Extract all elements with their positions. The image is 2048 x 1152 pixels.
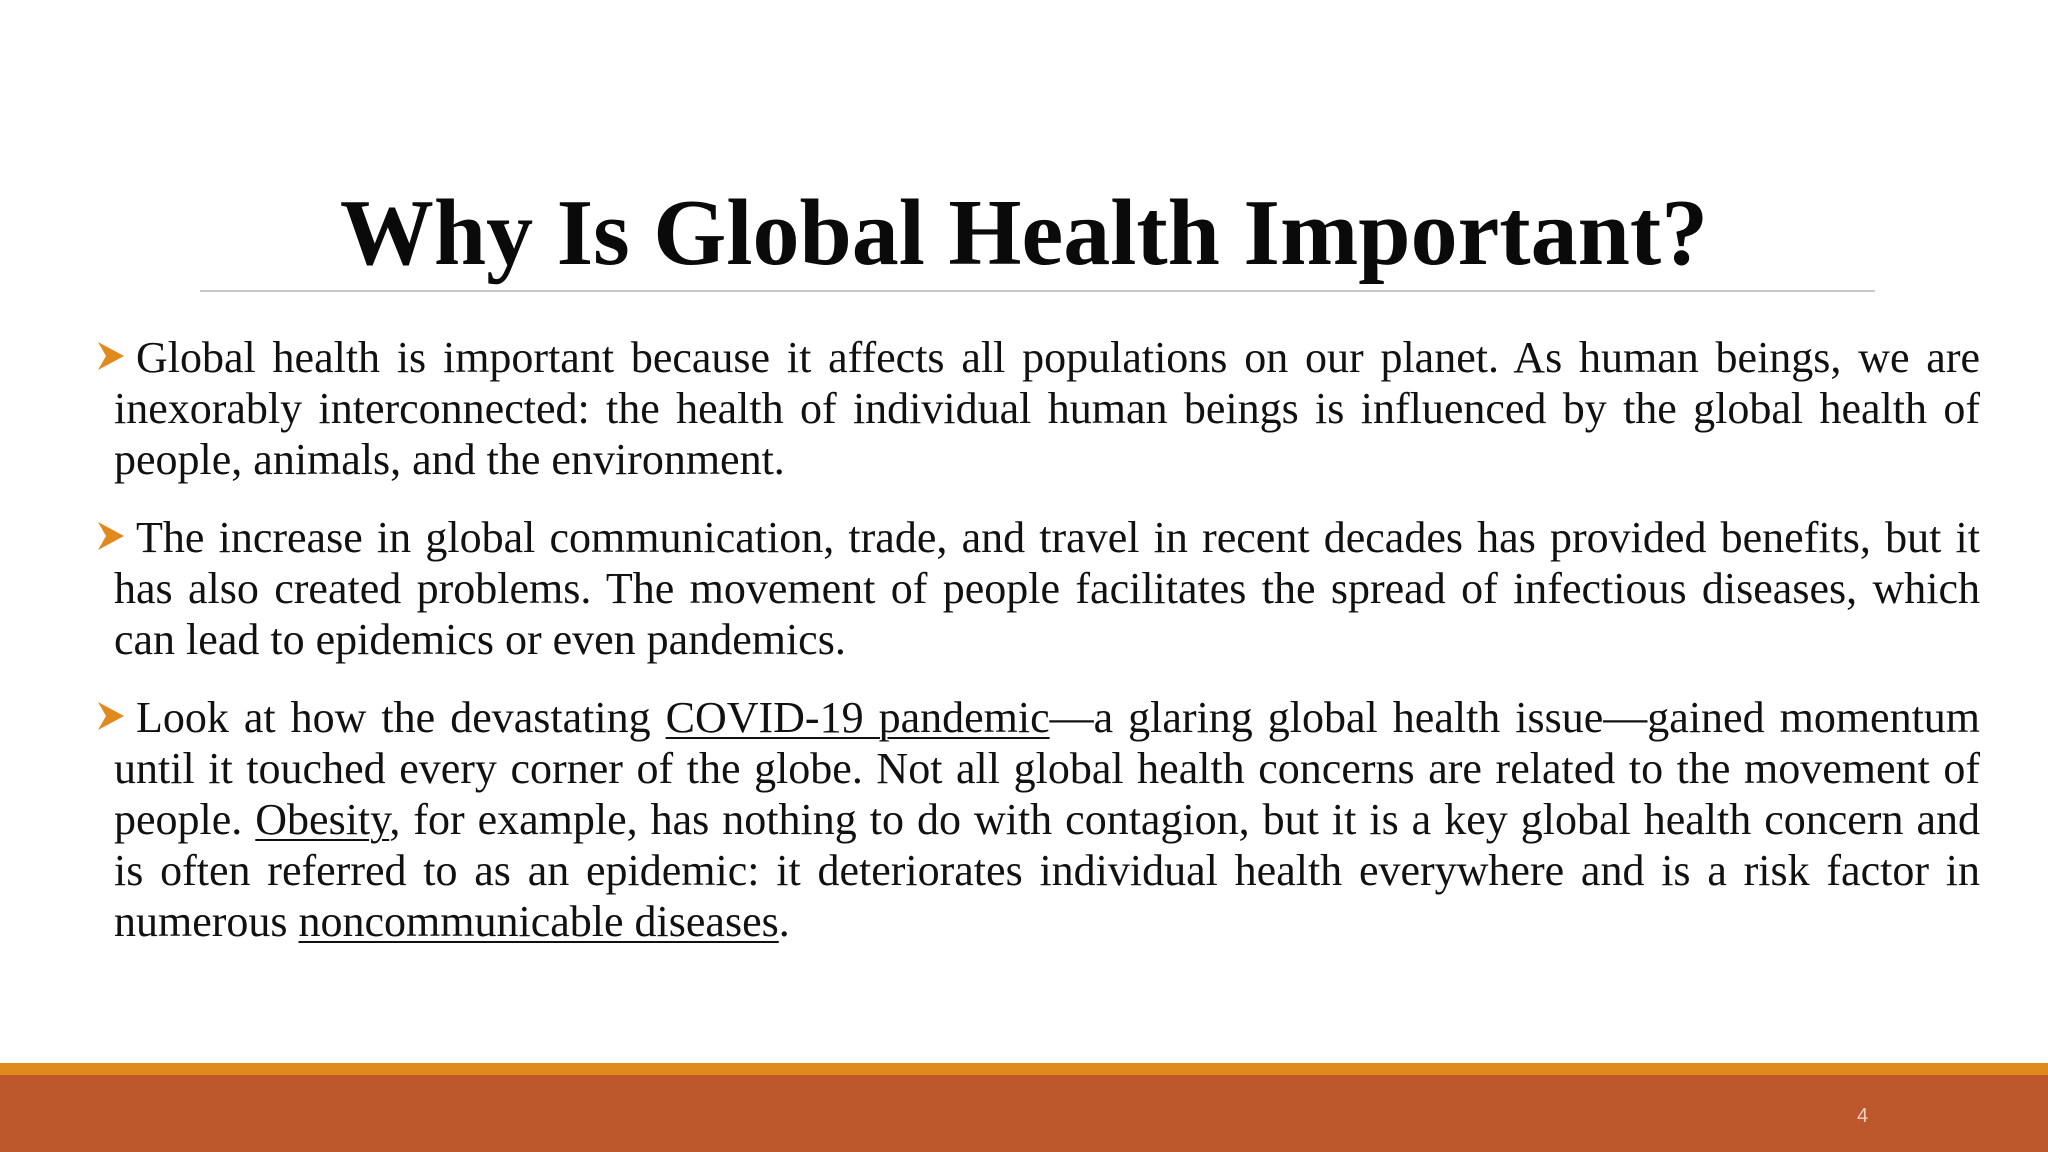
slide-body xyxy=(114,332,1980,974)
obesity-link[interactable]: Obesity xyxy=(255,795,390,844)
bullet-text: . xyxy=(778,897,790,946)
bullet-text: Look at how the devastating xyxy=(136,693,666,742)
arrow-bullet-icon xyxy=(97,521,125,551)
covid-19-pandemic-link[interactable]: COVID-19 pandemic xyxy=(665,693,1050,742)
bullet-text: The increase in global communication, trade, and travel in recent decades has provided benefits, but it has also created problems. The movement of people facilitates the spread of infectious diseases, which can lead to epidemics or even pandemics. xyxy=(114,513,1980,664)
arrow-bullet-icon xyxy=(97,701,125,731)
arrow-bullet-icon xyxy=(97,341,125,371)
noncommunicable-diseases-link[interactable]: noncommunicable diseases xyxy=(298,897,779,946)
bullet-item-2 xyxy=(114,512,1980,665)
bullet-item-1 xyxy=(114,332,1980,485)
title-divider xyxy=(200,290,1875,292)
bullet-item-3 xyxy=(114,692,1980,947)
footer-accent-stripe xyxy=(0,1063,2048,1075)
bullet-text: , for example, has nothing to do with contagion, but it is a key global health concern and is often referred to as an epidemic: it deteriorates individual health everywhere and is a risk factor in numerous xyxy=(114,795,1980,946)
bullet-text: Global health is important because it affects all populations on our planet. As human beings, we are inexorably interconnected: the health of individual human beings is influenced by the global health of people, animals, and the environment. xyxy=(114,333,1980,484)
page-number: 4 xyxy=(1856,1105,1869,1127)
footer-bar xyxy=(0,1075,2048,1152)
slide-title: Why Is Global Health Important? xyxy=(339,181,1709,285)
bullet-text: —a glaring global health issue—gained momentum until it touched every corner of the globe. Not all global health concerns are related to the movement of people. xyxy=(114,693,1981,844)
